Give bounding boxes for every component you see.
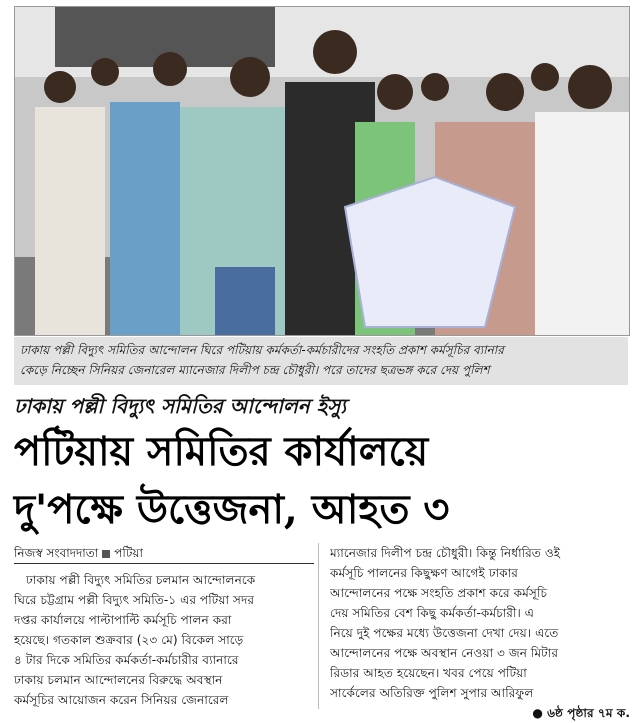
body-line: হয়েছে। গতকাল শুক্রবার (২৩ মে) বিকেল সাড়ে xyxy=(14,633,244,647)
continued-note xyxy=(330,703,630,723)
body-line: দেয় সমিতির বেশ কিছু কর্মকর্তা-কর্মচারী। এ xyxy=(330,606,534,620)
body-line: ৪ টার দিকে সমিতির কর্মকর্তা-কর্মচারীর ব্যানারে xyxy=(14,653,239,667)
body-line: ঢাকায় পল্লী বিদ্যুৎ সমিতির চলমান আন্দোলনকে xyxy=(26,573,256,587)
body-line: আন্দোলনের পক্ষে অবস্থান নেওয়া ৩ জন মিটার xyxy=(330,646,559,660)
byline xyxy=(14,543,314,564)
kicker: ঢাকায় পল্লী বিদ্যুৎ সমিতির আন্দোলন ইস্যু xyxy=(14,394,347,418)
photo-caption xyxy=(14,337,628,385)
headline-line-1: পটিয়ায় সমিতির কার্যালয়ে xyxy=(14,428,429,475)
headline-line-2: দু'পক্ষে উত্তেজনা, আহত ৩ xyxy=(14,486,450,533)
body-line: রিডার আহত হয়েছেন। খবর পেয়ে পটিয়া xyxy=(330,666,527,680)
column-divider xyxy=(318,543,319,709)
square-bullet-icon xyxy=(102,550,110,558)
body-column-2 xyxy=(330,543,630,723)
body-line: ঢাকায় চলমান আন্দোলনের বিরুদ্ধে অবস্থান xyxy=(14,673,223,687)
news-photo xyxy=(14,6,630,336)
caption-line-1: ঢাকায় পল্লী বিদ্যুৎ সমিতির আন্দোলন ঘিরে পটিয়ায় কর্মকর্তা-কর্মচারীদের সংহতি প্রকাশ কর্মসূচির ব্যানার xyxy=(20,343,504,357)
body-line: নিয়ে দুই পক্ষের মধ্যে উত্তেজনা দেখা দেয়। এতে xyxy=(330,626,559,640)
continued-text: ৬ষ্ঠ পৃষ্ঠার ৭ম ক. xyxy=(547,706,630,720)
body-line: ঘিরে চট্টগ্রাম পল্লী বিদ্যুৎ সমিতি-১ এর পটিয়া সদর xyxy=(14,593,255,607)
body-line: আন্দোলনের পক্ষে সংহতি প্রকাশ করে কর্মসূচি xyxy=(330,586,548,600)
body-column-1 xyxy=(14,570,314,710)
body-line: সার্কেলের অতিরিক্ত পুলিশ সুপার আরিফুল xyxy=(330,686,534,700)
bullet-icon: ● xyxy=(532,706,548,720)
byline-reporter: নিজস্ব সংবাদদাতা xyxy=(14,546,99,560)
byline-location: পটিয়া xyxy=(114,546,143,560)
body-line: দপ্তর কার্যালয়ে পাল্টাপাল্টি কর্মসূচি পালন করা xyxy=(14,613,232,627)
photo-illustration xyxy=(15,7,629,335)
body-line: ম্যানেজার দিলীপ চন্দ্র চৌধুরী। কিন্তু নির্ধারিত ওই xyxy=(330,546,561,560)
body-line: কর্মসূচি পালনের কিছুক্ষণ আগেই ঢাকার xyxy=(330,566,518,580)
headline xyxy=(14,423,628,539)
caption-line-2: কেড়ে নিচ্ছেন সিনিয়র জেনারেল ম্যানেজার দিলীপ চন্দ্র চৌধুরী। পরে তাদের ছত্রভঙ্গ করে দেয় পুলিশ xyxy=(20,363,490,377)
body-line: কর্মসূচির আয়োজন করেন সিনিয়র জেনারেল xyxy=(14,693,229,707)
